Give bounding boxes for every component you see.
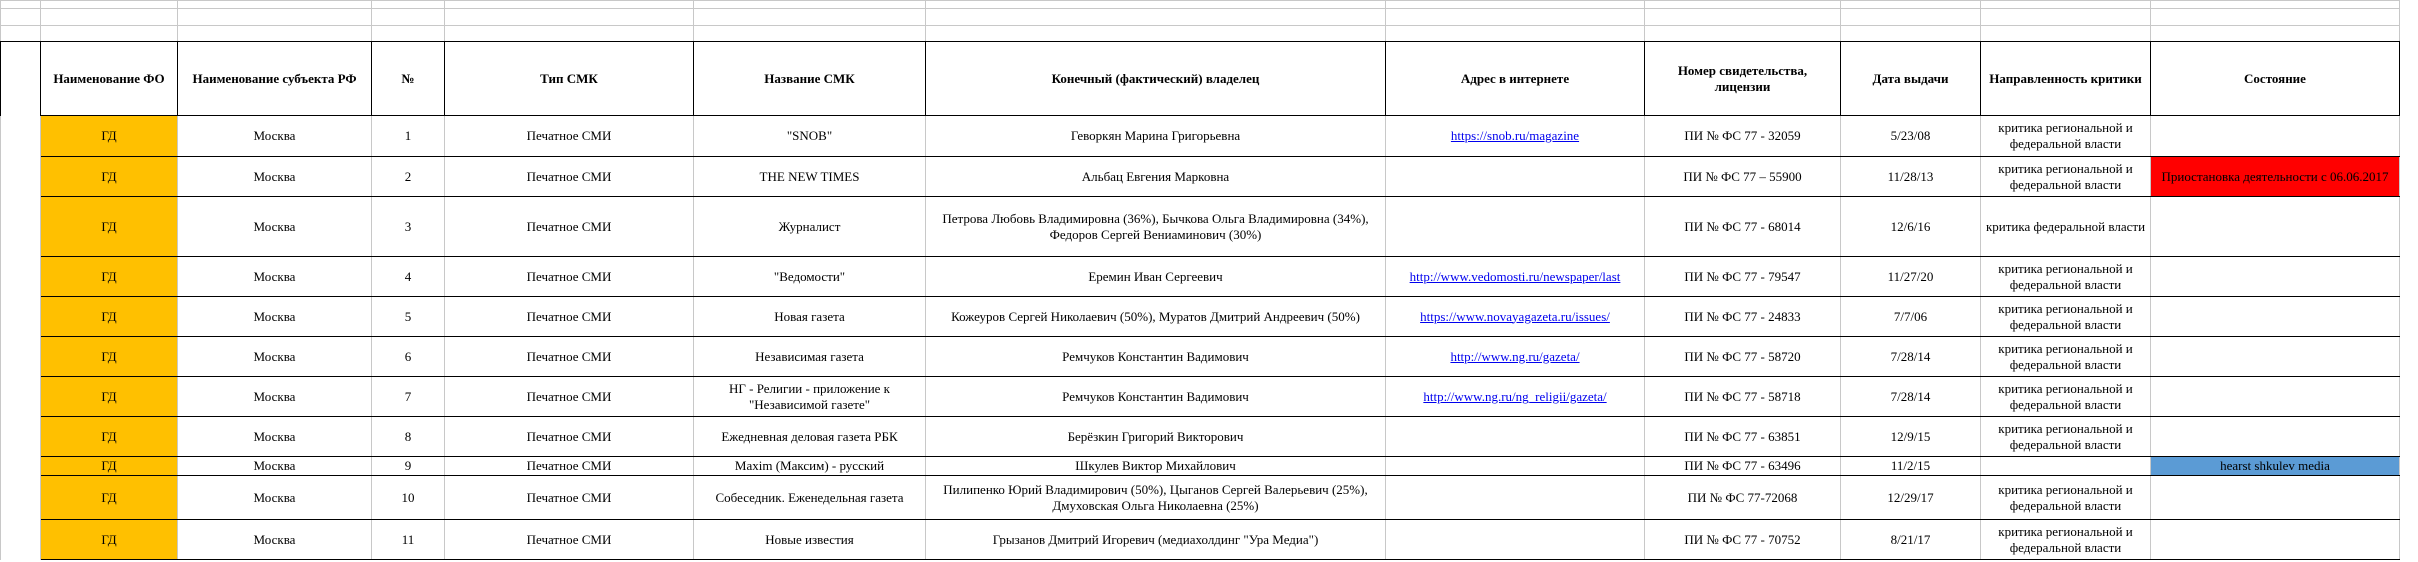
cell-owner[interactable]: Ремчуков Константин Вадимович xyxy=(926,377,1386,417)
cell-state[interactable] xyxy=(2151,116,2400,157)
cell-critic[interactable]: критика региональной и федеральной власти xyxy=(1981,476,2151,520)
cell-type[interactable]: Печатное СМИ xyxy=(445,417,694,457)
cell-owner[interactable]: Грызанов Дмитрий Игоревич (медиахолдинг "Ура Медиа") xyxy=(926,520,1386,560)
cell-critic[interactable]: критика региональной и федеральной власти xyxy=(1981,377,2151,417)
cell-date[interactable]: 7/28/14 xyxy=(1841,377,1981,417)
table-row xyxy=(1,157,2400,197)
url-link[interactable]: https://snob.ru/magazine xyxy=(1450,128,1580,143)
cell-license[interactable]: ПИ № ФС 77 - 70752 xyxy=(1645,520,1841,560)
cell-owner[interactable]: Геворкян Марина Григорьевна xyxy=(926,116,1386,157)
table-row xyxy=(1,417,2400,457)
cell-fo[interactable]: ГД xyxy=(41,297,178,337)
header-fo[interactable]: Наименование ФО xyxy=(41,42,178,116)
cell-state[interactable] xyxy=(2151,197,2400,257)
cell-license[interactable]: ПИ № ФС 77-72068 xyxy=(1645,476,1841,520)
table-row xyxy=(1,337,2400,377)
cell-type[interactable]: Печатное СМИ xyxy=(445,116,694,157)
cell-fo[interactable]: ГД xyxy=(41,457,178,476)
cell-subject[interactable]: Москва xyxy=(178,476,372,520)
cell-owner[interactable]: Еремин Иван Сергеевич xyxy=(926,257,1386,297)
cell-state[interactable]: hearst shkulev media xyxy=(2151,457,2400,476)
cell-url[interactable] xyxy=(1386,377,1645,417)
cell-license[interactable]: ПИ № ФС 77 - 68014 xyxy=(1645,197,1841,257)
cell-num[interactable]: 2 xyxy=(372,157,445,197)
cell-subject[interactable]: Москва xyxy=(178,157,372,197)
url-link[interactable]: http://www.vedomosti.ru/newspaper/last xyxy=(1409,268,1621,284)
cell-critic[interactable]: критика региональной и федеральной власти xyxy=(1981,520,2151,560)
cell-state[interactable] xyxy=(2151,337,2400,377)
cell-date[interactable]: 11/2/15 xyxy=(1841,457,1981,476)
header-state[interactable]: Состояние xyxy=(2151,42,2400,116)
table-row xyxy=(1,257,2400,297)
cell-type[interactable]: Печатное СМИ xyxy=(445,476,694,520)
cell-subject[interactable]: Москва xyxy=(178,257,372,297)
cell-name[interactable]: Журналист xyxy=(694,197,926,257)
cell-name[interactable]: Независимая газета xyxy=(694,337,926,377)
header-owner[interactable]: Конечный (фактический) владелец xyxy=(926,42,1386,116)
header-critic[interactable]: Направленность критики xyxy=(1981,42,2151,116)
row-gutter-cell[interactable] xyxy=(1,520,41,560)
cell-name[interactable]: Новая газета xyxy=(694,297,926,337)
cell-num[interactable]: 7 xyxy=(372,377,445,417)
cell-state[interactable] xyxy=(2151,297,2400,337)
cell-fo[interactable]: ГД xyxy=(41,116,178,157)
cell-license[interactable]: ПИ № ФС 77 - 63851 xyxy=(1645,417,1841,457)
cell-owner[interactable]: Пилипенко Юрий Владимирович (50%), Цыганов Сергей Валерьевич (25%), Дмуховская Ольга Николаевна (25%) xyxy=(926,476,1386,520)
row-gutter-cell[interactable] xyxy=(1,116,41,157)
cell-fo[interactable]: ГД xyxy=(41,377,178,417)
cell-type[interactable]: Печатное СМИ xyxy=(445,197,694,257)
cell-type[interactable]: Печатное СМИ xyxy=(445,337,694,377)
row-gutter-cell[interactable] xyxy=(1,157,41,197)
table-row xyxy=(1,297,2400,337)
cell-owner[interactable]: Кожеуров Сергей Николаевич (50%), Муратов Дмитрий Андреевич (50%) xyxy=(926,297,1386,337)
cell-state[interactable] xyxy=(2151,377,2400,417)
cell-subject[interactable]: Москва xyxy=(178,297,372,337)
cell-num[interactable]: 11 xyxy=(372,520,445,560)
cell-num[interactable]: 10 xyxy=(372,476,445,520)
cell-license[interactable]: ПИ № ФС 77 – 55900 xyxy=(1645,157,1841,197)
row-gutter-cell[interactable] xyxy=(1,476,41,520)
table-row xyxy=(1,116,2400,157)
cell-num[interactable]: 6 xyxy=(372,337,445,377)
header-type[interactable]: Тип СМК xyxy=(445,42,694,116)
cell-critic[interactable]: критика региональной и федеральной власти xyxy=(1981,297,2151,337)
cell-name[interactable]: THE NEW TIMES xyxy=(694,157,926,197)
cell-type[interactable]: Печатное СМИ xyxy=(445,520,694,560)
header-license[interactable]: Номер свидетельства, лицензии xyxy=(1645,42,1841,116)
cell-num[interactable]: 1 xyxy=(372,116,445,157)
row-gutter-cell[interactable] xyxy=(1,197,41,257)
cell-license[interactable]: ПИ № ФС 77 - 24833 xyxy=(1645,297,1841,337)
cell-num[interactable]: 9 xyxy=(372,457,445,476)
cell-state[interactable] xyxy=(2151,476,2400,520)
url-link[interactable]: https://www.novayagazeta.ru/issues/ xyxy=(1420,308,1610,324)
blank-row xyxy=(1,1,2400,9)
cell-fo[interactable]: ГД xyxy=(41,197,178,257)
blank-row xyxy=(1,9,2400,26)
cell-date[interactable]: 11/27/20 xyxy=(1841,257,1981,297)
cell-owner[interactable]: Ремчуков Константин Вадимович xyxy=(926,337,1386,377)
cell-license[interactable]: ПИ № ФС 77 - 79547 xyxy=(1645,257,1841,297)
cell-fo[interactable]: ГД xyxy=(41,157,178,197)
cell-critic[interactable]: критика федеральной власти xyxy=(1981,197,2151,257)
cell-date[interactable]: 8/21/17 xyxy=(1841,520,1981,560)
cell-subject[interactable]: Москва xyxy=(178,377,372,417)
url-link[interactable]: http://www.ng.ru/gazeta/ xyxy=(1450,348,1580,364)
header-num[interactable]: № xyxy=(372,42,445,116)
row-gutter-cell[interactable] xyxy=(1,457,41,476)
cell-name[interactable]: "Ведомости" xyxy=(694,257,926,297)
cell-url[interactable] xyxy=(1386,197,1645,257)
cell-date[interactable]: 12/9/15 xyxy=(1841,417,1981,457)
cell-subject[interactable]: Москва xyxy=(178,197,372,257)
cell-url[interactable] xyxy=(1386,520,1645,560)
cell-state[interactable]: Приостановка деятельности с 06.06.2017 xyxy=(2151,157,2400,197)
cell-owner[interactable]: Шкулев Виктор Михайлович xyxy=(926,457,1386,476)
cell-owner[interactable]: Петрова Любовь Владимировна (36%), Бычкова Ольга Владимировна (34%), Федоров Сергей Вениаминович (30%) xyxy=(926,197,1386,257)
cell-date[interactable]: 7/28/14 xyxy=(1841,337,1981,377)
cell-license[interactable]: ПИ № ФС 77 - 58720 xyxy=(1645,337,1841,377)
cell-type[interactable]: Печатное СМИ xyxy=(445,297,694,337)
cell-critic[interactable]: критика региональной и федеральной власти xyxy=(1981,157,2151,197)
table-row xyxy=(1,520,2400,560)
blank-row xyxy=(1,26,2400,42)
cell-url[interactable] xyxy=(1386,157,1645,197)
cell-fo[interactable]: ГД xyxy=(41,337,178,377)
cell-fo[interactable]: ГД xyxy=(41,257,178,297)
cell-name[interactable]: НГ - Религии - приложение к "Независимой газете" xyxy=(694,377,926,417)
cell-url[interactable] xyxy=(1386,116,1645,157)
cell-url[interactable] xyxy=(1386,417,1645,457)
cell-num[interactable]: 3 xyxy=(372,197,445,257)
cell-critic[interactable]: критика региональной и федеральной власти xyxy=(1981,417,2151,457)
table-row xyxy=(1,476,2400,520)
cell-fo[interactable]: ГД xyxy=(41,520,178,560)
cell-critic[interactable]: критика региональной и федеральной власти xyxy=(1981,337,2151,377)
cell-num[interactable]: 4 xyxy=(372,257,445,297)
cell-name[interactable]: Ежедневная деловая газета РБК xyxy=(694,417,926,457)
cell-name[interactable]: Собеседник. Еженедельная газета xyxy=(694,476,926,520)
cell-license[interactable]: ПИ № ФС 77 - 63496 xyxy=(1645,457,1841,476)
cell-subject[interactable]: Москва xyxy=(178,520,372,560)
header-url[interactable]: Адрес в интернете xyxy=(1386,42,1645,116)
cell-critic[interactable]: критика региональной и федеральной власти xyxy=(1981,116,2151,157)
cell-type[interactable]: Печатное СМИ xyxy=(445,157,694,197)
cell-date[interactable]: 12/29/17 xyxy=(1841,476,1981,520)
cell-url[interactable] xyxy=(1386,337,1645,377)
cell-date[interactable]: 5/23/08 xyxy=(1841,116,1981,157)
cell-name[interactable]: Maxim (Максим) - русский xyxy=(694,457,926,476)
cell-url[interactable] xyxy=(1386,476,1645,520)
cell-type[interactable]: Печатное СМИ xyxy=(445,457,694,476)
cell-state[interactable] xyxy=(2151,257,2400,297)
table-row xyxy=(1,197,2400,257)
table-row xyxy=(1,377,2400,417)
cell-critic[interactable] xyxy=(1981,457,2151,476)
cell-state[interactable] xyxy=(2151,520,2400,560)
cell-subject[interactable]: Москва xyxy=(178,116,372,157)
cell-fo[interactable]: ГД xyxy=(41,417,178,457)
cell-date[interactable]: 11/28/13 xyxy=(1841,157,1981,197)
cell-url[interactable] xyxy=(1386,297,1645,337)
row-gutter-cell[interactable] xyxy=(1,257,41,297)
cell-url[interactable] xyxy=(1386,257,1645,297)
header-row xyxy=(1,42,2400,116)
cell-state[interactable] xyxy=(2151,417,2400,457)
cell-num[interactable]: 8 xyxy=(372,417,445,457)
row-gutter-cell[interactable] xyxy=(1,377,41,417)
cell-license[interactable]: ПИ № ФС 77 - 32059 xyxy=(1645,116,1841,157)
cell-name[interactable]: "SNOB" xyxy=(694,116,926,157)
cell-num[interactable]: 5 xyxy=(372,297,445,337)
cell-subject[interactable]: Москва xyxy=(178,337,372,377)
url-link[interactable]: http://www.ng.ru/ng_religii/gazeta/ xyxy=(1423,388,1607,404)
cell-owner[interactable]: Альбац Евгения Марковна xyxy=(926,157,1386,197)
cell-name[interactable]: Новые известия xyxy=(694,520,926,560)
cell-date[interactable]: 7/7/06 xyxy=(1841,297,1981,337)
cell-license[interactable]: ПИ № ФС 77 - 58718 xyxy=(1645,377,1841,417)
cell-critic[interactable]: критика региональной и федеральной власти xyxy=(1981,257,2151,297)
cell-subject[interactable]: Москва xyxy=(178,457,372,476)
row-gutter-cell[interactable] xyxy=(1,337,41,377)
cell-fo[interactable]: ГД xyxy=(41,476,178,520)
row-gutter-cell[interactable] xyxy=(1,417,41,457)
cell-date[interactable]: 12/6/16 xyxy=(1841,197,1981,257)
row-gutter-cell[interactable] xyxy=(1,297,41,337)
header-name[interactable]: Название СМК xyxy=(694,42,926,116)
cell-subject[interactable]: Москва xyxy=(178,417,372,457)
header-date[interactable]: Дата выдачи xyxy=(1841,42,1981,116)
cell-url[interactable] xyxy=(1386,457,1645,476)
cell-type[interactable]: Печатное СМИ xyxy=(445,377,694,417)
cell-owner[interactable]: Берёзкин Григорий Викторович xyxy=(926,417,1386,457)
table-row xyxy=(1,457,2400,476)
header-subject[interactable]: Наименование субъекта РФ xyxy=(178,42,372,116)
cell-type[interactable]: Печатное СМИ xyxy=(445,257,694,297)
